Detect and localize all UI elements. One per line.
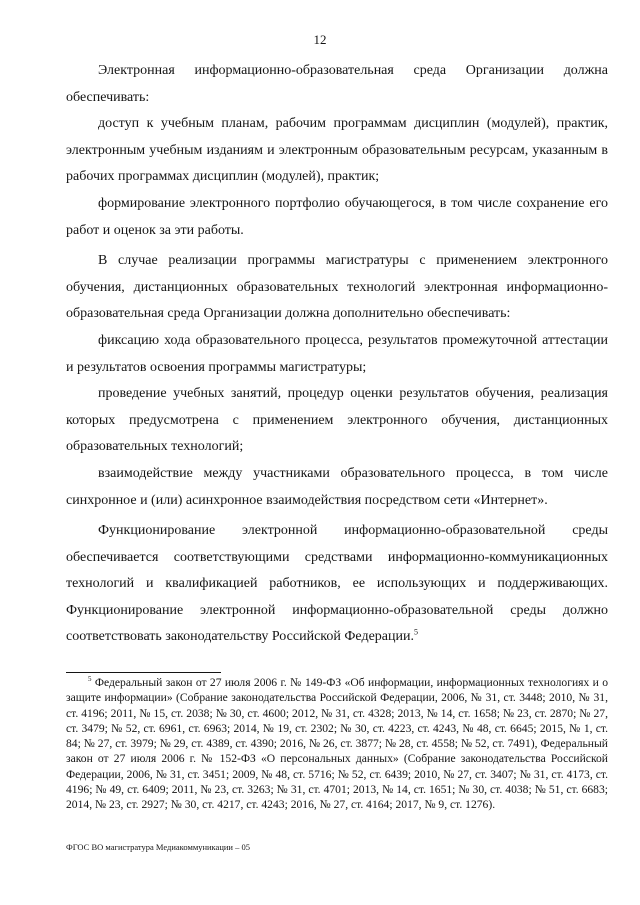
page-number: 12: [313, 32, 327, 47]
paragraph: формирование электронного портфолио обучающегося, в том числе сохранение его работ и оценок за эти работы.: [66, 195, 608, 238]
footnote: [66, 675, 608, 813]
paragraph: доступ к учебным планам, рабочим программам дисциплин (модулей), практик, электронным учебным изданиям и электронным образовательным ресурсам, указанным в рабочих программах дисциплин (модулей), практик;: [66, 116, 608, 185]
footnote-text: Федеральный закон от 27 июля 2006 г. № 149-ФЗ «Об информации, информационных технологиях и о защите информации» (Собрание законодательства Российской Федерации, 2006, № 31, ст. 3448; 2010, № 31, ст. 4196; 2011, № 15, ст. 2038; № 30, ст. 4600; 2012, № 31, ст. 4328; 2013, № 14, ст. 1658; № 23, ст. 2870; № 27, ст. 3479; № 52, ст. 6961, ст. 6963; 2014, № 19, ст. 2302; № 30, ст. 4223, ст. 4243, № 48, ст. 6645; 2015, № 1, ст. 84; № 27, ст. 3979; № 29, ст. 4389, ст. 4390; 2016, № 26, ст. 3877; № 28, ст. 4558; № 52, ст. 7491), Федеральный закон от 27 июля 2006 г. № 152-ФЗ «О персональных данных» (Собрание законодательства Российской Федерации, 2006, № 31, ст. 3451; 2009, № 48, ст. 5716; № 52, ст. 6439; 2010, № 27, ст. 3407; № 31, ст. 4173, ст. 4196; № 49, ст. 6409; 2011, № 23, ст. 3263; № 31, ст. 4701; 2013, № 14, ст. 1651; № 30, ст. 4038; № 51, ст. 6683; 2014, № 23, ст. 2927; № 30, ст. 4217, ст. 4243; 2016, № 27, ст. 4164; 2017, № 9, ст. 1276).: [66, 676, 608, 812]
paragraph: Электронная информационно-образовательная среда Организации должна обеспечивать:: [66, 63, 608, 105]
body-text: [66, 58, 608, 651]
footnote-marker: 5: [88, 675, 92, 684]
paragraph-with-footnote: [66, 518, 608, 651]
footnote-separator: [66, 672, 221, 673]
page-footer: ФГОС ВО магистратура Медиакоммуникации – 05: [66, 842, 250, 852]
paragraph: В случае реализации программы магистратуры с применением электронного обучения, дистанционных образовательных технологий электронная информационно-образовательная среда Организации должна дополнительно обеспечивать:: [66, 253, 608, 322]
paragraph: проведение учебных занятий, процедур оценки результатов обучения, реализация которых предусмотрена с применением электронного обучения, дистанционных образовательных технологий;: [66, 386, 608, 455]
footnote-reference[interactable]: 5: [413, 627, 418, 637]
paragraph-text: Функционирование электронной информационно-образовательной среды обеспечивается соответствующими средствами информационно-коммуникационных технологий и квалификацией работников, ее использующих и поддерживающих. Функционирование электронной информационно-образовательной среды должно соответствовать законодательству Российской Федерации.: [66, 523, 608, 645]
paragraph: фиксацию хода образовательного процесса, результатов промежуточной аттестации и результатов освоения программы магистратуры;: [66, 332, 608, 375]
paragraph: взаимодействие между участниками образовательного процесса, в том числе синхронное и (или) асинхронное взаимодействия посредством сети «Интернет».: [66, 465, 608, 508]
